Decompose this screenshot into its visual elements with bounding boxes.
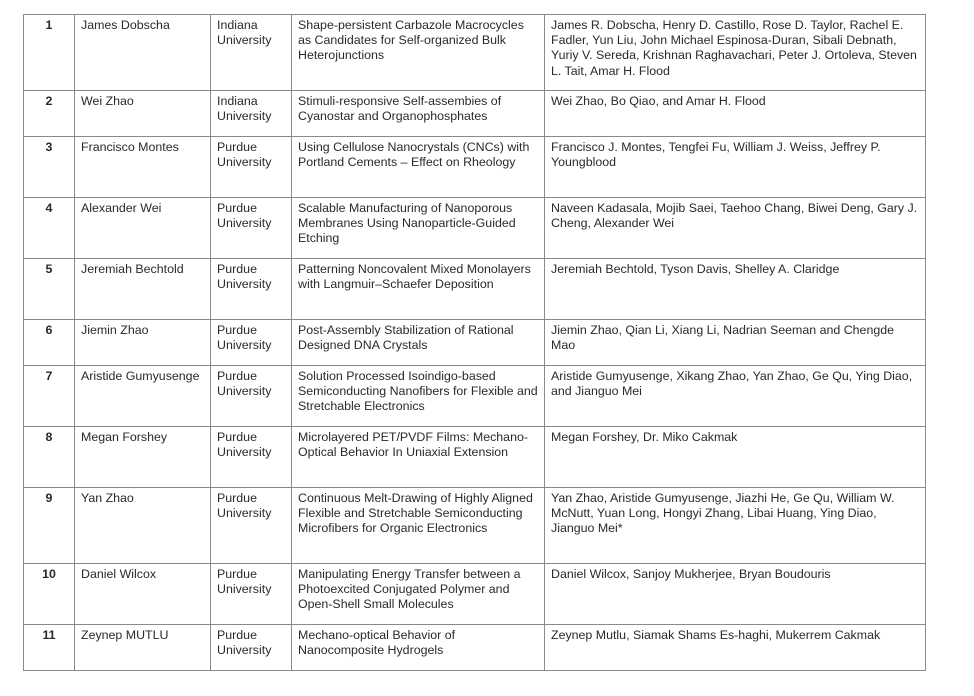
table-row: [24, 488, 926, 564]
author-list: Jeremiah Bechtold, Tyson Davis, Shelley A. Claridge: [545, 259, 926, 320]
row-number: 2: [24, 91, 75, 137]
institution: Purdue University: [211, 625, 292, 671]
presenter-name: Megan Forshey: [75, 427, 211, 488]
poster-title: Stimuli-responsive Self-assembies of Cyanostar and Organophosphates: [292, 91, 545, 137]
author-list: Francisco J. Montes, Tengfei Fu, William J. Weiss, Jeffrey P. Youngblood: [545, 137, 926, 198]
table-row: [24, 427, 926, 488]
presenter-name: Yan Zhao: [75, 488, 211, 564]
poster-title: Continuous Melt-Drawing of Highly Aligned Flexible and Stretchable Semiconducting Microfibers for Organic Electronics: [292, 488, 545, 564]
institution: Purdue University: [211, 488, 292, 564]
row-number: 5: [24, 259, 75, 320]
presenter-name: Jeremiah Bechtold: [75, 259, 211, 320]
author-list: Wei Zhao, Bo Qiao, and Amar H. Flood: [545, 91, 926, 137]
table-row: [24, 625, 926, 671]
row-number: 8: [24, 427, 75, 488]
poster-title: Scalable Manufacturing of Nanoporous Membranes Using Nanoparticle-Guided Etching: [292, 198, 545, 259]
poster-title: Solution Processed Isoindigo-based Semiconducting Nanofibers for Flexible and Stretchable Electronics: [292, 366, 545, 427]
institution: Purdue University: [211, 259, 292, 320]
poster-title: Mechano-optical Behavior of Nanocomposite Hydrogels: [292, 625, 545, 671]
poster-table: [23, 14, 926, 671]
row-number: 3: [24, 137, 75, 198]
presenter-name: Aristide Gumyusenge: [75, 366, 211, 427]
institution: Purdue University: [211, 366, 292, 427]
institution: Indiana University: [211, 91, 292, 137]
row-number: 10: [24, 564, 75, 625]
presenter-name: Daniel Wilcox: [75, 564, 211, 625]
table-row: [24, 137, 926, 198]
author-list: James R. Dobscha, Henry D. Castillo, Rose D. Taylor, Rachel E. Fadler, Yun Liu, John Michael Espinosa-Duran, Sibali Debnath, Yuriy V. Sereda, Krishnan Raghavachari, Peter J. Ortoleva, Steven L. Tait, Amar H. Flood: [545, 15, 926, 91]
author-list: Naveen Kadasala, Mojib Saei, Taehoo Chang, Biwei Deng, Gary J. Cheng, Alexander Wei: [545, 198, 926, 259]
table-row: [24, 198, 926, 259]
presenter-name: Wei Zhao: [75, 91, 211, 137]
presenter-name: Jiemin Zhao: [75, 320, 211, 366]
table-row: [24, 564, 926, 625]
poster-title: Using Cellulose Nanocrystals (CNCs) with Portland Cements – Effect on Rheology: [292, 137, 545, 198]
poster-title: Patterning Noncovalent Mixed Monolayers with Langmuir–Schaefer Deposition: [292, 259, 545, 320]
institution: Purdue University: [211, 198, 292, 259]
table-row: [24, 259, 926, 320]
row-number: 1: [24, 15, 75, 91]
row-number: 11: [24, 625, 75, 671]
row-number: 4: [24, 198, 75, 259]
institution: Purdue University: [211, 427, 292, 488]
row-number: 6: [24, 320, 75, 366]
table-row: [24, 15, 926, 91]
table-row: [24, 320, 926, 366]
author-list: Zeynep Mutlu, Siamak Shams Es-haghi, Mukerrem Cakmak: [545, 625, 926, 671]
author-list: Daniel Wilcox, Sanjoy Mukherjee, Bryan Boudouris: [545, 564, 926, 625]
author-list: Aristide Gumyusenge, Xikang Zhao, Yan Zhao, Ge Qu, Ying Diao, and Jianguo Mei: [545, 366, 926, 427]
institution: Indiana University: [211, 15, 292, 91]
table-row: [24, 366, 926, 427]
poster-title: Microlayered PET/PVDF Films: Mechano-Optical Behavior In Uniaxial Extension: [292, 427, 545, 488]
author-list: Jiemin Zhao, Qian Li, Xiang Li, Nadrian Seeman and Chengde Mao: [545, 320, 926, 366]
institution: Purdue University: [211, 320, 292, 366]
author-list: Megan Forshey, Dr. Miko Cakmak: [545, 427, 926, 488]
poster-title: Post-Assembly Stabilization of Rational Designed DNA Crystals: [292, 320, 545, 366]
presenter-name: Francisco Montes: [75, 137, 211, 198]
institution: Purdue University: [211, 564, 292, 625]
presenter-name: James Dobscha: [75, 15, 211, 91]
poster-title: Manipulating Energy Transfer between a Photoexcited Conjugated Polymer and Open-Shell Small Molecules: [292, 564, 545, 625]
table-row: [24, 91, 926, 137]
row-number: 7: [24, 366, 75, 427]
row-number: 9: [24, 488, 75, 564]
presenter-name: Alexander Wei: [75, 198, 211, 259]
presenter-name: Zeynep MUTLU: [75, 625, 211, 671]
poster-title: Shape-persistent Carbazole Macrocycles as Candidates for Self-organized Bulk Heterojunctions: [292, 15, 545, 91]
institution: Purdue University: [211, 137, 292, 198]
author-list: Yan Zhao, Aristide Gumyusenge, Jiazhi He, Ge Qu, William W. McNutt, Yuan Long, Hongyi Zhang, Libai Huang, Ying Diao, Jianguo Mei*: [545, 488, 926, 564]
poster-table-body: [24, 15, 926, 671]
